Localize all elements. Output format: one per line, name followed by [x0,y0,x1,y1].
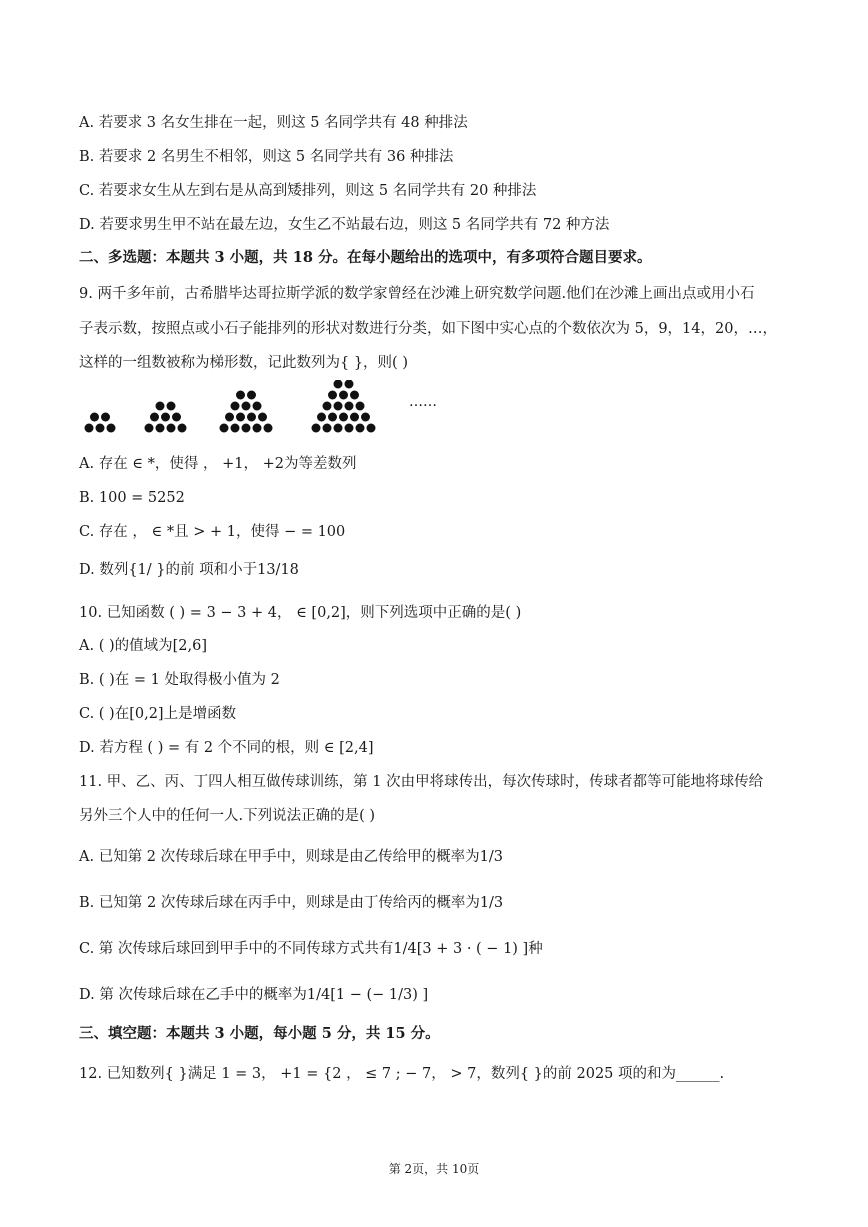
option-10c: C. ( )在[0,2]上是增函数 [79,706,237,722]
question-10-stem: 10. 已知函数 ( ) = 3 − 3 + 4， ∈ [0,2]，则下列选项中正确的是( ) [79,605,522,621]
trapezoid-20 [312,380,376,433]
option-11b: B. 已知第 2 次传球后球在丙手中，则球是由丁传给丙的概率为1/3 [79,895,504,911]
page-footer: 第 2页，共 10页 [388,1162,480,1176]
option-11c: C. 第 次传球后球回到甲手中的不同传球方式共有1/4[3 + 3 · ( − 1) ]种 [79,941,543,957]
section-heading-multi-choice: 二、多选题：本题共 3 小题，共 18 分。在每小题给出的选项中，有多项符合题目要求。 [79,249,652,266]
question-9-stem-line-3: 这样的一组数被称为梯形数，记此数列为{ }，则( ) [79,355,408,371]
question-11-stem-line-2: 另外三个人中的任何一人.下列说法正确的是( ) [79,808,376,824]
section-heading-fill-in: 三、填空题：本题共 3 小题，每小题 5 分，共 15 分。 [79,1025,440,1042]
option-8c: C. 若要求女生从左到右是从高到矮排列，则这 5 名同学共有 20 种排法 [79,183,537,199]
question-12-stem: 12. 已知数列{ }满足 1 = 3， +1 = {2 ， ≤ 7 ; − 7， > 7，数列{ }的前 2025 项的和为______. [79,1066,725,1082]
option-11a: A. 已知第 2 次传球后球在甲手中，则球是由乙传给甲的概率为1/3 [79,849,503,865]
trapezoid-9 [145,402,187,433]
option-9d: D. 数列{1/ }的前 项和小于13/18 [79,562,299,578]
question-9-stem-line-2: 子表示数，按照点或小石子能排列的形状对数进行分类，如下图中实心点的个数依次为 5，9，14，20，…， [79,321,777,337]
question-11-stem-line-1: 11. 甲、乙、丙、丁四人相互做传球训练，第 1 次由甲将球传出，每次传球时，传球者都等可能地将球传给 [79,774,764,790]
option-8a: A. 若要求 3 名女生排在一起，则这 5 名同学共有 48 种排法 [79,115,468,131]
option-11d: D. 第 次传球后球在乙手中的概率为1/4[1 − (− 1/3) ] [79,987,429,1003]
option-10b: B. ( )在 = 1 处取得极小值为 2 [79,672,280,688]
option-10a: A. ( )的值域为[2,6] [79,638,207,654]
option-8b: B. 若要求 2 名男生不相邻，则这 5 名同学共有 36 种排法 [79,149,454,165]
trapezoid-dot-figure [79,380,459,440]
option-9c: C. 存在 ， ∈ *且 > + 1，使得 − = 100 [79,524,346,540]
figure-ellipsis: …… [409,394,437,410]
option-10d: D. 若方程 ( ) = 有 2 个不同的根，则 ∈ [2,4] [79,740,374,756]
question-9-stem-line-1: 9. 两千多年前，古希腊毕达哥拉斯学派的数学家曾经在沙滩上研究数学问题.他们在沙滩上画出点或用小石 [79,286,755,302]
option-8d: D. 若要求男生甲不站在最左边，女生乙不站最右边，则这 5 名同学共有 72 种方法 [79,217,610,233]
option-9a: A. 存在 ∈ *，使得 ， +1， +2为等差数列 [79,456,357,472]
option-9b: B. 100 = 5252 [79,490,185,506]
trapezoid-14 [220,391,273,433]
trapezoid-5 [85,413,116,433]
